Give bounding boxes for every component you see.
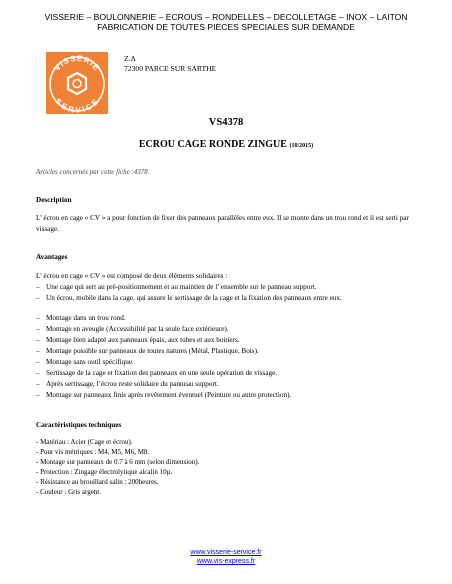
header-line-2: FABRICATION DE TOUTES PIECES SPECIALES SUR DEMANDE — [97, 22, 355, 32]
spec-item: - Pour vis métriques : M4, M5, M6, M8. — [36, 448, 150, 456]
description-text: L’ écrou en cage « CV » a pour fonction de fixer des panneaux parallèles entre eux. Il se monte dans un trou rond et il est serti par vissage. — [36, 214, 409, 233]
product-reference: VS4378 — [208, 117, 244, 128]
list-item: – Montage possible sur panneaux de toutes natures (Métal, Plastique, Bois). — [36, 347, 259, 355]
description-heading: Description — [36, 196, 72, 204]
product-title-date: (10/2015) — [289, 143, 314, 149]
footer-link-2-wrap — [0, 557, 452, 566]
spec-item: - Montage sur panneaux de 0.7 à 6 mm (selon dimension). — [36, 458, 200, 466]
list-item: – Après sertissage, l’écrou reste solidaire du panneau support. — [36, 380, 219, 388]
company-logo — [46, 52, 108, 114]
articles-note: Articles concernés par cette fiche :4378 — [36, 168, 148, 176]
list-item: – Montage bien adapté aux panneaux épais, aux tubes et aux boitiers. — [36, 336, 240, 344]
product-title — [0, 139, 452, 150]
spec-item: - Couleur : Gris argent. — [36, 488, 101, 496]
list-item: – Montage dans un trou rond. — [36, 314, 126, 322]
footer-link-vis-express[interactable]: www.vis-express.fr — [196, 558, 256, 565]
list-item: – Sertissage de la cage et fixation des panneaux en une seule opération de vissage. — [36, 369, 278, 377]
logo-graphic — [46, 52, 108, 114]
list-item: – Montage sur panneaux finis après revêtement éventuel (Peinture ou autre protection). — [36, 391, 292, 399]
nut-icon — [68, 73, 86, 94]
list-item: – Montage en aveugle (Accessibilité par la seule face extérieure). — [36, 325, 229, 333]
specs-heading: Caractéristiques techniques — [36, 421, 122, 429]
list-item: – Une cage qui sert au pré-positionnement et au maintien de l’ ensemble sur le panneau support. — [36, 283, 317, 291]
spec-item: - Matériau : Acier (Cage et écrou). — [36, 438, 133, 446]
header-line-1: VISSERIE – BOULONNERIE – ECROUS – RONDELLES – DECOLLETAGE – INOX – LAITON — [44, 12, 408, 22]
footer-link-1-wrap — [0, 548, 452, 557]
footer-link-visserie[interactable]: www.visserie-service.fr — [190, 549, 262, 556]
list-item: – Un écrou, mobile dans la cage, qui assure le sertissage de la cage et la fixation des panneaux entre eux. — [36, 294, 342, 302]
logo-top-text: VISSERIE — [52, 53, 102, 73]
logo-bottom-text: SERVICE — [53, 96, 101, 114]
list-item: – Montage sans outil spécifique. — [36, 358, 134, 366]
spec-item: - Protection : Zingage électrolytique alcalin 10µ. — [36, 468, 173, 476]
product-title-main: ECROU CAGE RONDE ZINGUE — [138, 139, 287, 150]
spec-item: - Résistance au brouillard salin : 200heures. — [36, 478, 159, 486]
address-line-1: Z.A — [124, 54, 137, 63]
avantages-intro: L’ écrou en cage « CV » est composé de deux éléments solidaires : — [36, 272, 228, 280]
address-line-2: 72300 PARCE SUR SARTHE — [124, 64, 217, 73]
avantages-heading: Avantages — [36, 253, 68, 261]
